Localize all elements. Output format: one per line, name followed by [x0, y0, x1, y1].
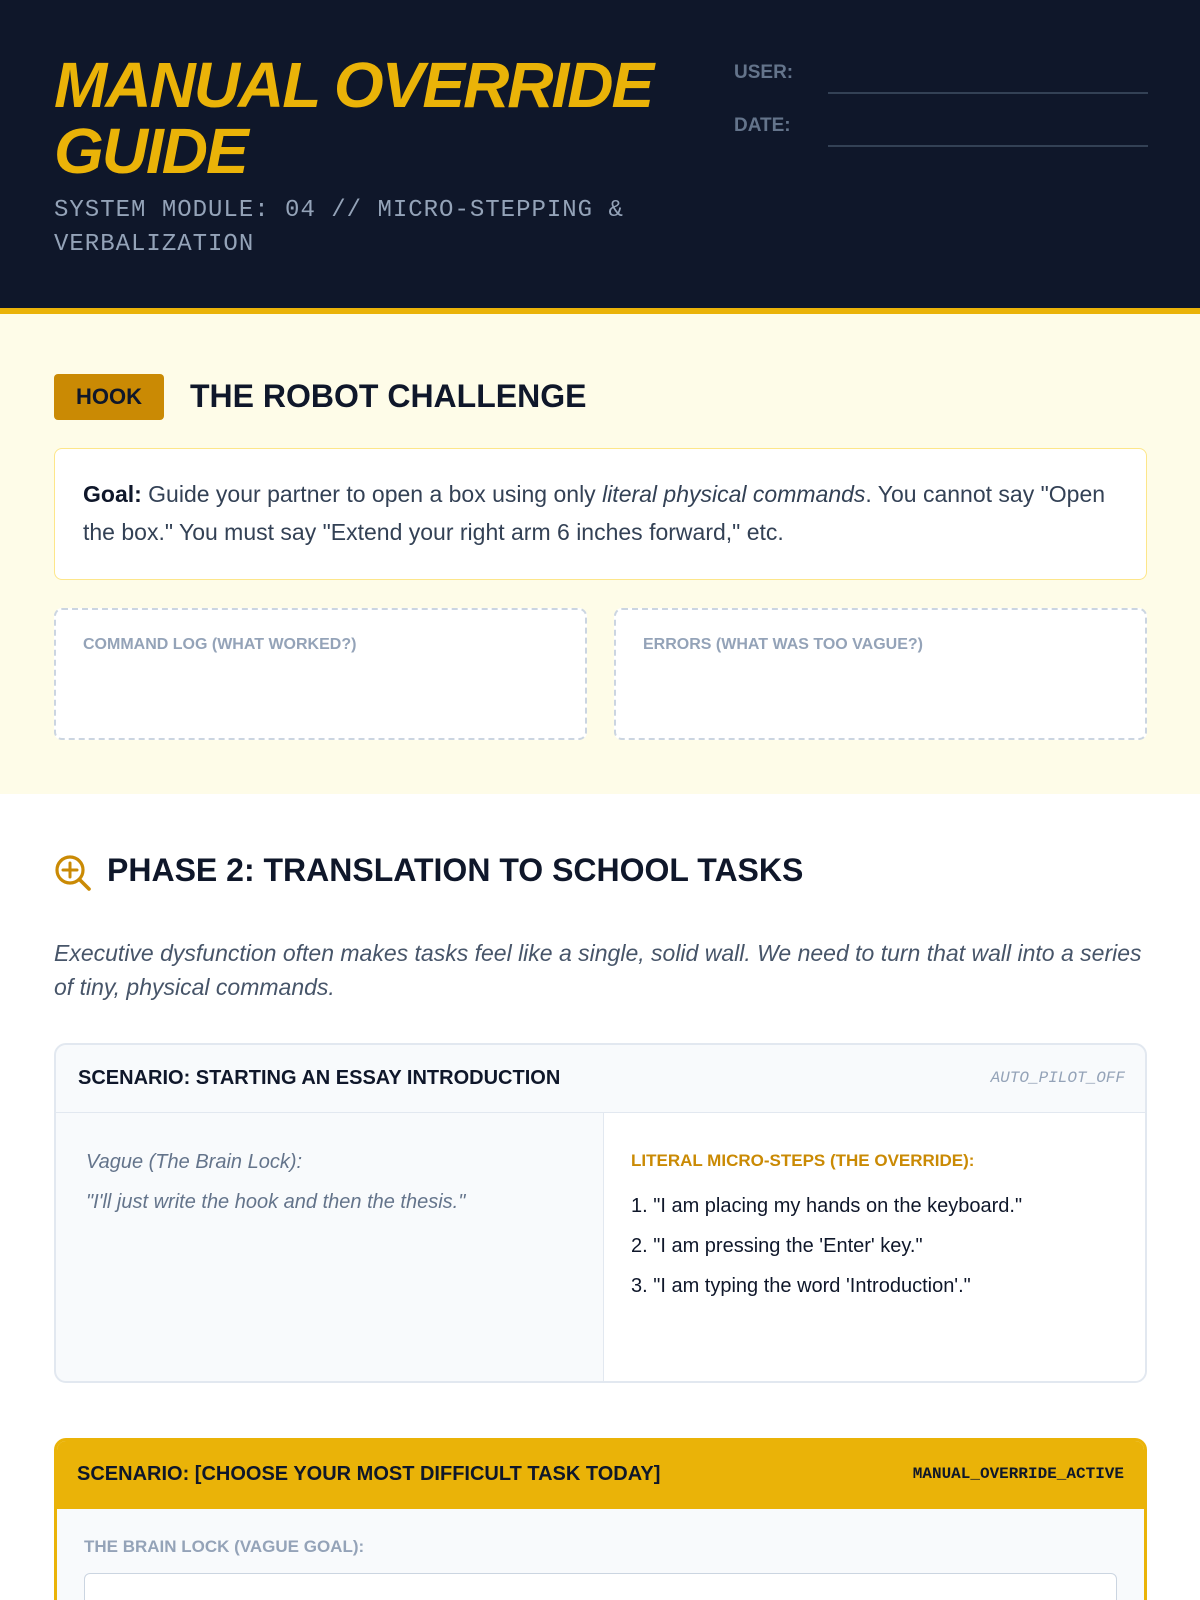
scenario-header-active [57, 1441, 1144, 1509]
scenario-title: SCENARIO: [CHOOSE YOUR MOST DIFFICULT TASK TODAY] [77, 1463, 661, 1485]
user-field[interactable] [828, 92, 1148, 94]
date-field[interactable] [828, 145, 1148, 147]
page-header [0, 0, 1200, 314]
command-log-label: COMMAND LOG (WHAT WORKED?) [83, 636, 357, 653]
hook-badge: HOOK [54, 374, 164, 420]
scenario-title: SCENARIO: STARTING AN ESSAY INTRODUCTION [78, 1067, 561, 1089]
command-log-box[interactable] [54, 608, 587, 740]
phase-intro: Executive dysfunction often makes tasks feel like a single, solid wall. We need to turn that wall into a series of tiny, physical commands. [54, 940, 1142, 1000]
micro-step: 2. "I am pressing the 'Enter' key." [631, 1235, 923, 1257]
errors-box[interactable] [614, 608, 1147, 740]
brain-lock-input[interactable] [84, 1573, 1117, 1600]
phase-title: PHASE 2: TRANSLATION TO SCHOOL TASKS [107, 852, 804, 888]
zoom-in-icon [54, 854, 92, 892]
page-subtitle: SYSTEM MODULE: 04 // MICRO-STEPPING & VERBALIZATION [54, 197, 624, 258]
micro-step: 3. "I am typing the word 'Introduction'." [631, 1275, 971, 1297]
date-label: DATE: [734, 115, 791, 136]
micro-step: 1. "I am placing my hands on the keyboard." [631, 1195, 1023, 1217]
user-label: USER: [734, 62, 794, 83]
scenario-card-custom [54, 1438, 1147, 1600]
override-label: LITERAL MICRO-STEPS (THE OVERRIDE): [631, 1151, 975, 1170]
brain-lock-label: THE BRAIN LOCK (VAGUE GOAL): [84, 1537, 365, 1556]
goal-text-end: . You cannot say "Open the box." You must say "Extend your right arm 6 inches forward," etc. [83, 481, 1106, 545]
hook-section [0, 314, 1200, 794]
vague-quote: "I'll just write the hook and then the thesis." [86, 1191, 466, 1213]
goal-text-start: Guide your partner to open a box using only [141, 481, 603, 507]
errors-label: ERRORS (WHAT WAS TOO VAGUE?) [643, 636, 923, 653]
scenario-card-essay [54, 1043, 1147, 1383]
goal-label: Goal: [83, 481, 142, 507]
scenario-header [56, 1045, 1145, 1113]
goal-box [54, 448, 1147, 580]
vague-label: Vague (The Brain Lock): [86, 1151, 303, 1173]
hook-title: THE ROBOT CHALLENGE [190, 378, 587, 414]
vague-column [56, 1113, 603, 1383]
override-column [603, 1113, 1147, 1383]
page-title: MANUAL OVERRIDE GUIDE [54, 49, 653, 187]
scenario-tag: MANUAL_OVERRIDE_ACTIVE [912, 1465, 1124, 1483]
goal-emphasis: literal physical commands [602, 481, 866, 507]
scenario-tag: AUTO_PILOT_OFF [990, 1069, 1125, 1087]
